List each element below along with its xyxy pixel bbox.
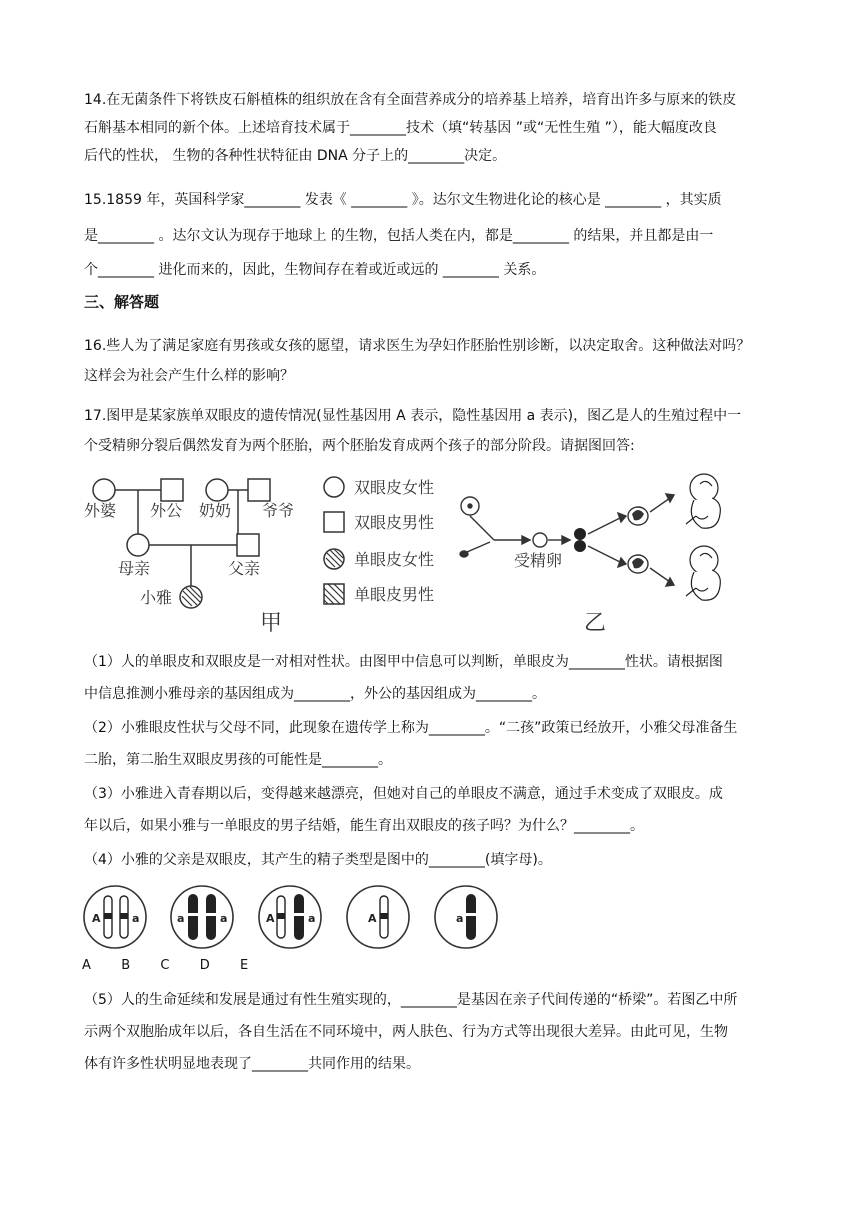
option-d: D — [199, 958, 210, 973]
q16-line-2: 这样会为社会产生什么样的影响？ — [84, 368, 294, 384]
figure-caption-jia: 甲 — [260, 611, 283, 636]
early-embryo-top-icon — [628, 507, 648, 525]
two-cell-embryo-icon — [574, 528, 586, 552]
p4-line-1: （4）小雅的父亲是双眼皮，其产生的精子类型是图中的________(填字母)。 — [84, 852, 552, 868]
q14-line-3: 后代的性状， 生物的各种性状特征由 DNA 分子上的________决定。 — [84, 148, 507, 164]
legend-label-2: 双眼皮男性 — [354, 513, 435, 532]
q17-line-2: 个受精卵分裂后偶然发育为两个胚胎，两个胚胎发育成两个孩子的部分阶段。请据图回答: — [84, 438, 635, 454]
cell-b-allele-right: a — [220, 912, 228, 925]
p5-line-3: 体有许多性状明显地表现了________共同作用的结果。 — [84, 1056, 420, 1072]
q14-line-1: 14.在无菌条件下将铁皮石斛植株的组织放在含有全面营养成分的培养基上培养，培育出许多与原来的铁皮 — [84, 92, 737, 108]
sperm-cell-icon — [460, 551, 468, 557]
label-nainai: 奶奶 — [199, 501, 232, 520]
grandfather-paternal-symbol — [248, 479, 270, 501]
cell-d-icon — [347, 886, 409, 948]
mother-symbol — [127, 534, 149, 556]
q15-line-2: 是________ 。达尔文认为现存于地球上 的生物，包括人类在内，都是________ 的结果，并且都是由一 — [84, 228, 714, 244]
pedigree-figure — [84, 466, 454, 636]
legend-square-hatched — [324, 584, 344, 604]
cell-b-allele-left: a — [177, 912, 185, 925]
cell-c-allele-right: a — [308, 912, 316, 925]
p3-line-2: 年以后，如果小雅与一单眼皮的男子结婚，能生育出双眼皮的孩子吗？为什么？________。 — [84, 818, 644, 834]
option-letters — [82, 952, 782, 980]
q15-line-1: 15.1859 年，英国科学家________ 发表《 ________ 》。达尔文生物进化论的核心是 ________ ，其实质 — [84, 192, 722, 208]
legend-label-3: 单眼皮女性 — [354, 550, 435, 569]
p2-line-1: （2）小雅眼皮性状与父母不同，此现象在遗传学上称为________。“二孩”政策已经放开，小雅父母准备生 — [84, 720, 738, 736]
zygote-icon — [533, 533, 547, 547]
legend-label-4: 单眼皮男性 — [354, 585, 435, 604]
grandfather-maternal-symbol — [161, 479, 183, 501]
cell-a-allele-left: A — [92, 912, 101, 925]
figure-caption-yi: 乙 — [584, 611, 607, 636]
legend-circle-open — [324, 477, 344, 497]
grandmother-maternal-symbol — [93, 479, 115, 501]
label-yeye: 爷爷 — [262, 501, 295, 520]
option-a: A — [82, 958, 91, 973]
chromosome-cells-figure — [82, 884, 522, 950]
q14-line-2: 石斛基本相同的新个体。上述培育技术属于________技术（填“转基因 ”或“无性生殖 ”），能大幅度改良 — [84, 120, 717, 136]
label-fuqin: 父亲 — [228, 559, 261, 578]
option-b: B — [121, 958, 131, 973]
q17-line-1: 17.图甲是某家族单双眼皮的遗传情况(显性基因用 A 表示，隐性基因用 a 表示)，图乙是人的生殖过程中一 — [84, 408, 742, 424]
father-symbol — [237, 534, 259, 556]
p1-line-1: （1）人的单眼皮和双眼皮是一对相对性状。由图甲中信息可以判断，单眼皮为________性状。请根据图 — [84, 654, 723, 670]
cell-c-allele-left: A — [266, 912, 275, 925]
p3-line-1: （3）小雅进入青春期以后，变得越来越漂亮，但她对自己的单眼皮不满意，通过手术变成了双眼皮。成 — [84, 786, 723, 802]
p2-line-2: 二胎，第二胎生双眼皮男孩的可能性是________。 — [84, 752, 392, 768]
option-c: C — [160, 958, 170, 973]
q15-line-3: 个________ 进化而来的，因此，生物间存在着或近或远的 ________ 关系。 — [84, 262, 546, 278]
label-waipo: 外婆 — [84, 501, 117, 520]
legend-square-open — [324, 512, 344, 532]
grandmother-paternal-symbol — [206, 479, 228, 501]
early-embryo-bottom-icon — [628, 555, 648, 573]
cell-e-allele: a — [456, 912, 464, 925]
label-zygote: 受精卵 — [514, 551, 563, 570]
legend-label-1: 双眼皮女性 — [354, 478, 435, 497]
label-waigong: 外公 — [150, 501, 183, 520]
p1-line-2: 中信息推测小雅母亲的基因组成为________，外公的基因组成为________。 — [84, 686, 546, 702]
cell-a-allele-right: a — [132, 912, 140, 925]
fetus-bottom-icon — [686, 546, 720, 600]
q16-line-1: 16.些人为了满足家庭有男孩或女孩的愿望，请求医生为孕妇作胚胎性别诊断，以决定取舍。这种做法对吗？ — [84, 338, 751, 354]
option-e: E — [240, 958, 249, 973]
p5-line-2: 示两个双胞胎成年以后，各自生活在不同环境中，两人肤色、行为方式等出现很大差异。由此可见，生物 — [84, 1024, 728, 1040]
cell-d-allele: A — [368, 912, 377, 925]
section-heading: 三、解答题 — [84, 293, 160, 311]
fetus-top-icon — [686, 474, 720, 528]
twins-figure — [456, 466, 746, 636]
label-muqin: 母亲 — [118, 559, 151, 578]
p5-line-1: （5）人的生命延续和发展是通过有性生殖实现的，________是基因在亲子代间传递的“桥梁”。若图乙中所 — [84, 992, 738, 1008]
label-xiaoya: 小雅 — [140, 588, 173, 607]
